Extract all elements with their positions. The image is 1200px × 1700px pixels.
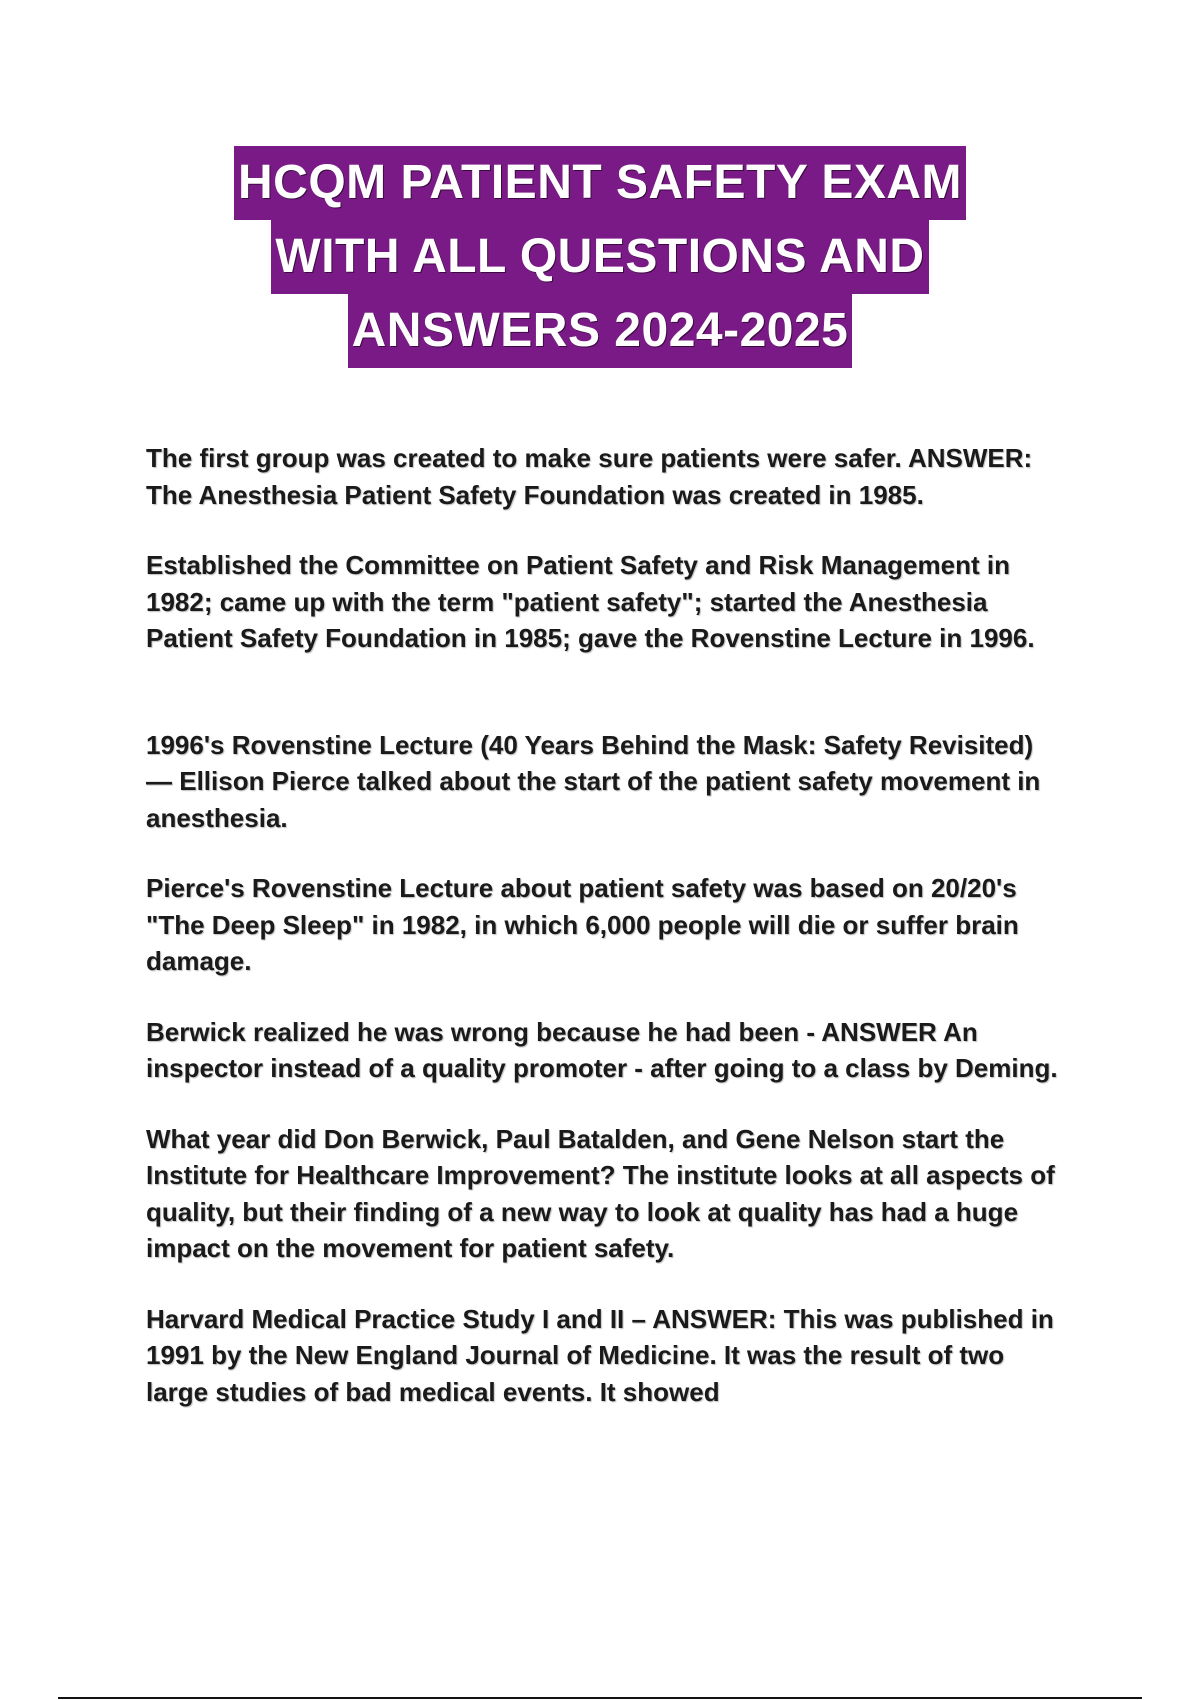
paragraph-2: Established the Committee on Patient Safety and Risk Management in 1982; came up with the term "patient safety"; started the Anesthesia Patient Safety Foundation in 1985; gave the Rovenstine Lecture in 1996.	[146, 550, 1035, 653]
document-title	[0, 146, 1200, 368]
paragraph-4: Pierce's Rovenstine Lecture about patient safety was based on 20/20's "The Deep Sleep" in 1982, in which 6,000 people will die or suffer brain damage.	[146, 873, 1019, 976]
footer-rule	[58, 1697, 1142, 1699]
paragraph-5: Berwick realized he was wrong because he had been - ANSWER An inspector instead of a quality promoter - after going to a class by Deming.	[146, 1016, 1058, 1083]
paragraph-3: 1996's Rovenstine Lecture (40 Years Behind the Mask: Safety Revisited) — Ellison Pierce talked about the start of the patient safety movement in anesthesia.	[146, 729, 1041, 833]
paragraph-7: Harvard Medical Practice Study I and II – ANSWER: This was published in 1991 by the New England Journal of Medicine. It was the result of two large studies of bad medical events. It showed	[146, 1303, 1054, 1407]
paragraph-6: What year did Don Berwick, Paul Batalden, and Gene Nelson start the Institute for Healthcare Improvement? The institute looks at all aspects of quality, but their finding of a new way to look at quality has had a huge impact on the movement for patient safety.	[146, 1123, 1055, 1263]
title-line-3: ANSWERS 2024-2025	[348, 294, 853, 368]
title-line-2: WITH ALL QUESTIONS AND	[271, 220, 928, 294]
paragraph-1: The first group was created to make sure patients were safer. ANSWER: The Anesthesia Patient Safety Foundation was created in 1985.	[146, 443, 1033, 510]
title-line-1: HCQM PATIENT SAFETY EXAM	[234, 146, 966, 220]
document-body	[146, 440, 1066, 1410]
